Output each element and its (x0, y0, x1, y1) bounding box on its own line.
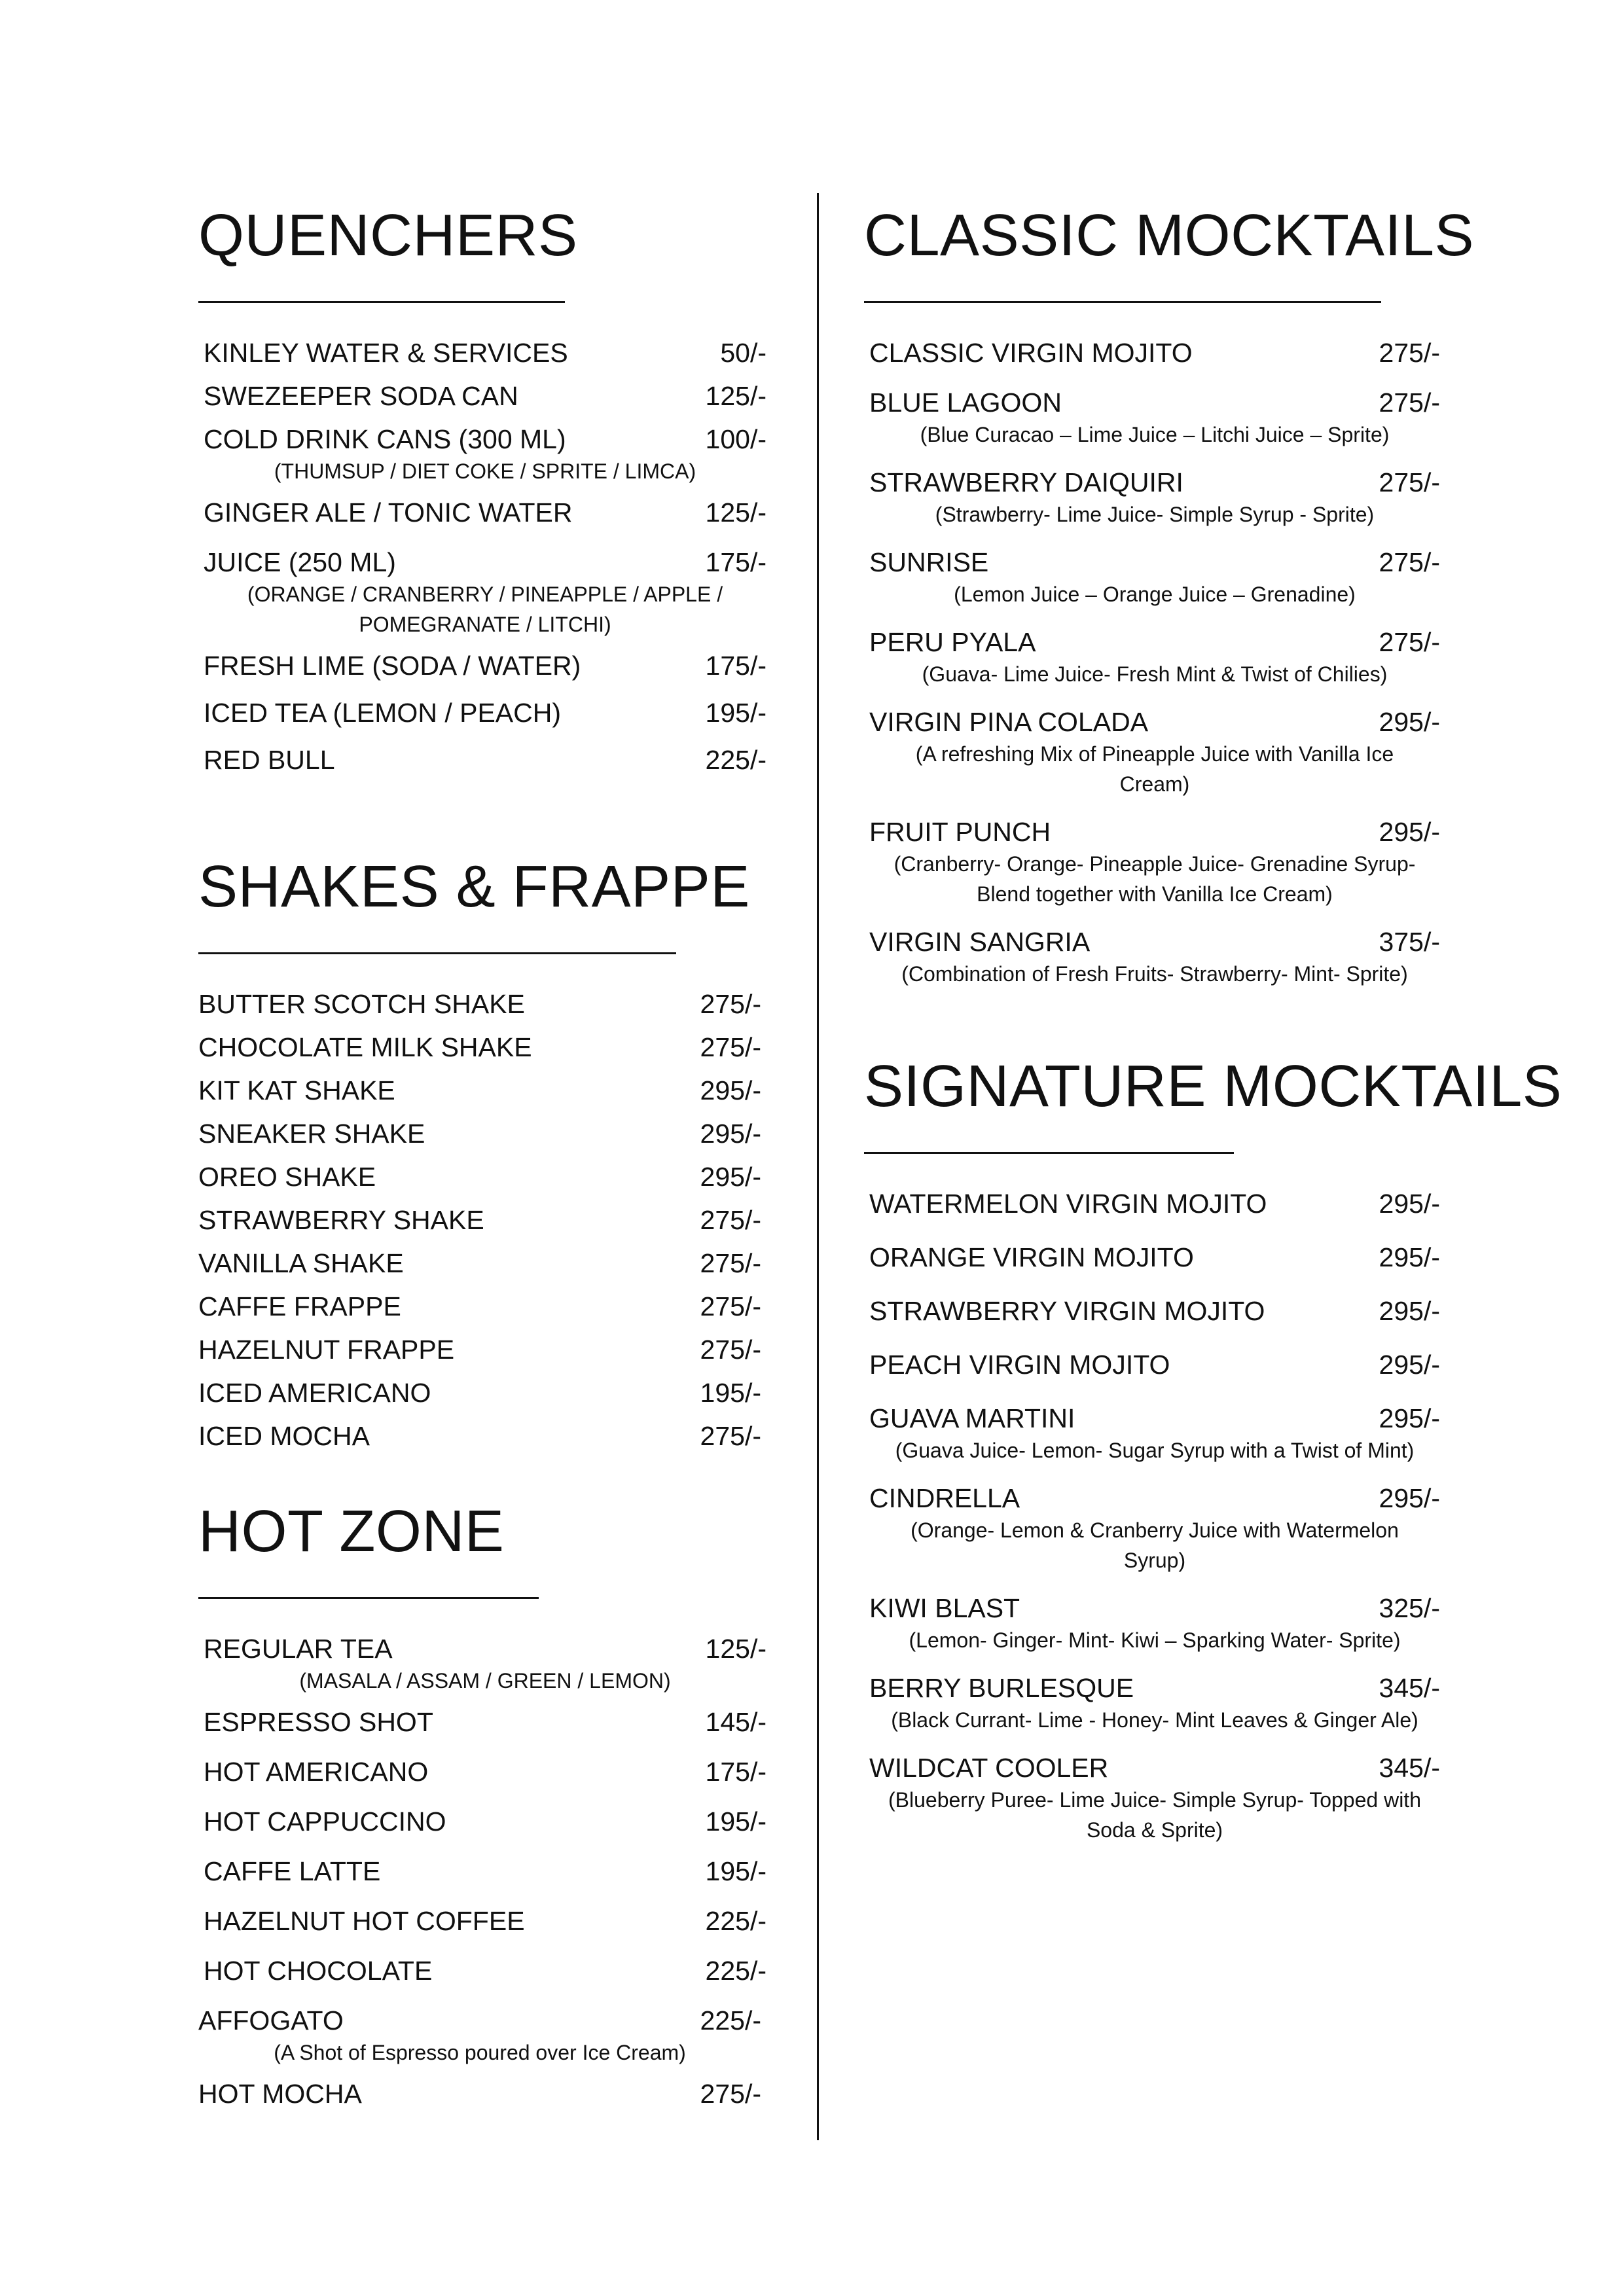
section-classic-mocktails (864, 203, 1475, 998)
menu-item (198, 1854, 767, 1888)
item-name: CLASSIC VIRGIN MOJITO (869, 338, 1193, 368)
menu-item (869, 625, 1440, 689)
menu-item (204, 495, 767, 529)
item-description: Syrup) (1123, 1549, 1186, 1572)
item-name: STRAWBERRY DAIQUIRI (869, 467, 1183, 497)
item-price: 50/- (720, 338, 767, 368)
item-name: HAZELNUT FRAPPE (198, 1335, 455, 1365)
item-price: 125/- (705, 1634, 767, 1664)
item-list (198, 987, 761, 1453)
item-description: (Guava Juice- Lemon- Sugar Syrup with a Twist of Mint) (895, 1439, 1415, 1462)
item-price: 275/- (700, 1248, 761, 1278)
menu-item (869, 545, 1440, 609)
item-name: VANILLA SHAKE (198, 1248, 404, 1278)
item-price: 275/- (1379, 387, 1440, 418)
menu-item (198, 1246, 761, 1280)
item-price: 275/- (700, 1421, 761, 1451)
item-description: (Orange- Lemon & Cranberry Juice with Watermelon (911, 1518, 1399, 1542)
item-name: GUAVA MARTINI (869, 1403, 1075, 1433)
item-price: 295/- (700, 1075, 761, 1105)
item-name: WATERMELON VIRGIN MOJITO (869, 1189, 1267, 1219)
menu-item (198, 1804, 767, 1839)
item-price: 295/- (1379, 817, 1440, 847)
item-price: 225/- (700, 2005, 761, 2036)
item-name: ICED AMERICANO (198, 1378, 431, 1408)
item-name: ORANGE VIRGIN MOJITO (869, 1242, 1194, 1272)
menu-item (204, 422, 767, 486)
item-name: JUICE (250 ML) (204, 547, 396, 577)
item-price: 375/- (1379, 927, 1440, 957)
item-price: 195/- (705, 698, 767, 728)
item-description: Soda & Sprite) (1086, 1818, 1223, 1842)
item-price: 295/- (1379, 1242, 1440, 1272)
item-price: 275/- (700, 989, 761, 1019)
title-underline (864, 1152, 1234, 1154)
menu-item (869, 705, 1440, 799)
menu-item (198, 1632, 767, 1696)
menu-item (198, 1160, 761, 1194)
item-price: 345/- (1379, 1673, 1440, 1703)
item-name: KINLEY WATER & SERVICES (204, 338, 568, 368)
column-divider (817, 193, 819, 2140)
item-price: 275/- (1379, 338, 1440, 368)
item-name: HOT MOCHA (198, 2079, 362, 2109)
menu-item (198, 1755, 767, 1789)
title-underline (198, 952, 676, 954)
item-price: 295/- (1379, 1483, 1440, 1513)
item-price: 225/- (705, 1956, 767, 1986)
item-name: HOT CAPPUCCINO (204, 1806, 446, 1837)
item-name: OREO SHAKE (198, 1162, 376, 1192)
menu-item (204, 545, 767, 639)
item-description: (A Shot of Espresso poured over Ice Cream) (274, 2041, 686, 2064)
title-underline (198, 1597, 539, 1599)
menu-item (869, 1240, 1440, 1274)
item-name: CAFFE LATTE (204, 1856, 381, 1886)
section-signature-mocktails (864, 1054, 1562, 1854)
item-price: 295/- (1379, 1350, 1440, 1380)
section-title: CLASSIC MOCKTAILS (864, 203, 1475, 268)
item-description: (Strawberry- Lime Juice- Simple Syrup - Sprite) (935, 503, 1375, 526)
item-description: (MASALA / ASSAM / GREEN / LEMON) (299, 1669, 671, 1693)
menu-item (869, 465, 1440, 529)
item-price: 295/- (700, 1162, 761, 1192)
menu-item (198, 1954, 767, 1988)
menu-item (869, 815, 1440, 909)
item-description: (Guava- Lime Juice- Fresh Mint & Twist of Chilies) (922, 662, 1388, 686)
menu-item (869, 336, 1440, 370)
item-name: SNEAKER SHAKE (198, 1119, 425, 1149)
item-price: 195/- (700, 1378, 761, 1408)
menu-item (198, 1117, 761, 1151)
item-price: 225/- (705, 745, 767, 775)
item-description: (Lemon Juice – Orange Juice – Grenadine) (954, 583, 1356, 606)
item-price: 295/- (700, 1119, 761, 1149)
item-price: 275/- (1379, 627, 1440, 657)
item-price: 195/- (705, 1856, 767, 1886)
item-name: CHOCOLATE MILK SHAKE (198, 1032, 532, 1062)
item-price: 295/- (1379, 1189, 1440, 1219)
menu-item (869, 1671, 1440, 1735)
item-name: SWEZEEPER SODA CAN (204, 381, 518, 411)
menu-item (204, 743, 767, 777)
menu-item (198, 1376, 761, 1410)
item-price: 125/- (705, 381, 767, 411)
item-name: PERU PYALA (869, 627, 1036, 657)
item-description: (Blue Curacao – Lime Juice – Litchi Juice – Sprite) (920, 423, 1390, 446)
item-price: 295/- (1379, 1403, 1440, 1433)
item-description: (ORANGE / CRANBERRY / PINEAPPLE / APPLE / (247, 583, 723, 606)
item-name: FRESH LIME (SODA / WATER) (204, 651, 581, 681)
menu-item (869, 1591, 1440, 1655)
item-description: (Blueberry Puree- Lime Juice- Simple Syrup- Topped with (888, 1788, 1421, 1812)
title-underline (864, 301, 1381, 303)
item-price: 195/- (705, 1806, 767, 1837)
item-name: COLD DRINK CANS (300 ML) (204, 424, 566, 454)
item-list (864, 1187, 1440, 1845)
item-price: 225/- (705, 1906, 767, 1936)
item-description: (Black Currant- Lime - Honey- Mint Leaves & Ginger Ale) (891, 1708, 1418, 1732)
item-name: CAFFE FRAPPE (198, 1291, 401, 1321)
section-shakes-frappe (198, 854, 768, 1462)
item-description: (A refreshing Mix of Pineapple Juice with Vanilla Ice (915, 742, 1394, 766)
item-name: FRUIT PUNCH (869, 817, 1051, 847)
item-name: HOT CHOCOLATE (204, 1956, 433, 1986)
menu-item (869, 386, 1440, 450)
item-price: 175/- (705, 547, 767, 577)
item-price: 275/- (700, 1032, 761, 1062)
item-description: (Combination of Fresh Fruits- Strawberry- Mint- Sprite) (901, 962, 1408, 986)
item-description: Cream) (1119, 772, 1190, 796)
item-name: HAZELNUT HOT COFFEE (204, 1906, 525, 1936)
menu-item (869, 1401, 1440, 1465)
item-name: AFFOGATO (198, 2005, 344, 2036)
item-price: 345/- (1379, 1753, 1440, 1783)
menu-item (198, 1289, 761, 1323)
menu-item (198, 1203, 761, 1237)
item-name: BLUE LAGOON (869, 387, 1062, 418)
item-price: 275/- (700, 2079, 761, 2109)
item-price: 175/- (705, 1757, 767, 1787)
menu-item (869, 925, 1440, 989)
menu-item (204, 379, 767, 413)
menu-item (204, 649, 767, 683)
item-price: 145/- (705, 1707, 767, 1737)
item-name: CINDRELLA (869, 1483, 1020, 1513)
item-price: 295/- (1379, 1296, 1440, 1326)
item-price: 295/- (1379, 707, 1440, 737)
section-title: SIGNATURE MOCKTAILS (864, 1054, 1562, 1119)
item-list (198, 336, 767, 777)
item-name: BUTTER SCOTCH SHAKE (198, 989, 525, 1019)
menu-item (198, 1705, 767, 1739)
item-price: 275/- (700, 1205, 761, 1235)
item-name: STRAWBERRY VIRGIN MOJITO (869, 1296, 1265, 1326)
item-name: REGULAR TEA (204, 1634, 393, 1664)
item-name: RED BULL (204, 745, 335, 775)
section-hot-zone (198, 1499, 768, 2120)
item-name: SUNRISE (869, 547, 989, 577)
menu-item (204, 336, 767, 370)
item-name: ICED TEA (LEMON / PEACH) (204, 698, 562, 728)
item-description: Blend together with Vanilla Ice Cream) (977, 882, 1333, 906)
menu-item (869, 1294, 1440, 1328)
item-name: KIWI BLAST (869, 1593, 1020, 1623)
menu-item (869, 1348, 1440, 1382)
menu-item (198, 2077, 761, 2111)
item-price: 275/- (700, 1335, 761, 1365)
menu-item (204, 696, 767, 730)
menu-item (869, 1751, 1440, 1845)
item-name: STRAWBERRY SHAKE (198, 1205, 484, 1235)
item-price: 325/- (1379, 1593, 1440, 1623)
menu-item (198, 1419, 761, 1453)
item-price: 275/- (700, 1291, 761, 1321)
menu-item (198, 1904, 767, 1938)
item-description: (THUMSUP / DIET COKE / SPRITE / LIMCA) (274, 459, 696, 483)
item-list (198, 1632, 767, 2111)
item-price: 275/- (1379, 547, 1440, 577)
item-price: 100/- (705, 424, 767, 454)
menu-item (198, 1073, 761, 1107)
section-title: SHAKES & FRAPPE (198, 854, 750, 920)
item-name: KIT KAT SHAKE (198, 1075, 395, 1105)
section-quenchers (198, 203, 768, 786)
menu-item (198, 987, 761, 1021)
item-name: WILDCAT COOLER (869, 1753, 1109, 1783)
item-name: PEACH VIRGIN MOJITO (869, 1350, 1170, 1380)
menu-item (869, 1187, 1440, 1221)
item-description: POMEGRANATE / LITCHI) (359, 613, 611, 636)
item-name: ESPRESSO SHOT (204, 1707, 433, 1737)
section-title: HOT ZONE (198, 1499, 505, 1564)
menu-item (198, 1030, 761, 1064)
item-name: BERRY BURLESQUE (869, 1673, 1134, 1703)
section-title: QUENCHERS (198, 203, 578, 268)
item-list (864, 336, 1440, 989)
menu-item (198, 1333, 761, 1367)
item-name: VIRGIN SANGRIA (869, 927, 1091, 957)
item-name: ICED MOCHA (198, 1421, 370, 1451)
item-price: 175/- (705, 651, 767, 681)
menu-item (198, 2003, 761, 2068)
title-underline (198, 301, 565, 303)
item-name: VIRGIN PINA COLADA (869, 707, 1149, 737)
item-price: 275/- (1379, 467, 1440, 497)
item-description: (Lemon- Ginger- Mint- Kiwi – Sparking Water- Sprite) (909, 1628, 1401, 1652)
item-name: HOT AMERICANO (204, 1757, 429, 1787)
item-name: GINGER ALE / TONIC WATER (204, 497, 573, 528)
item-description: (Cranberry- Orange- Pineapple Juice- Grenadine Syrup- (893, 852, 1416, 876)
menu-item (869, 1481, 1440, 1575)
item-price: 125/- (705, 497, 767, 528)
